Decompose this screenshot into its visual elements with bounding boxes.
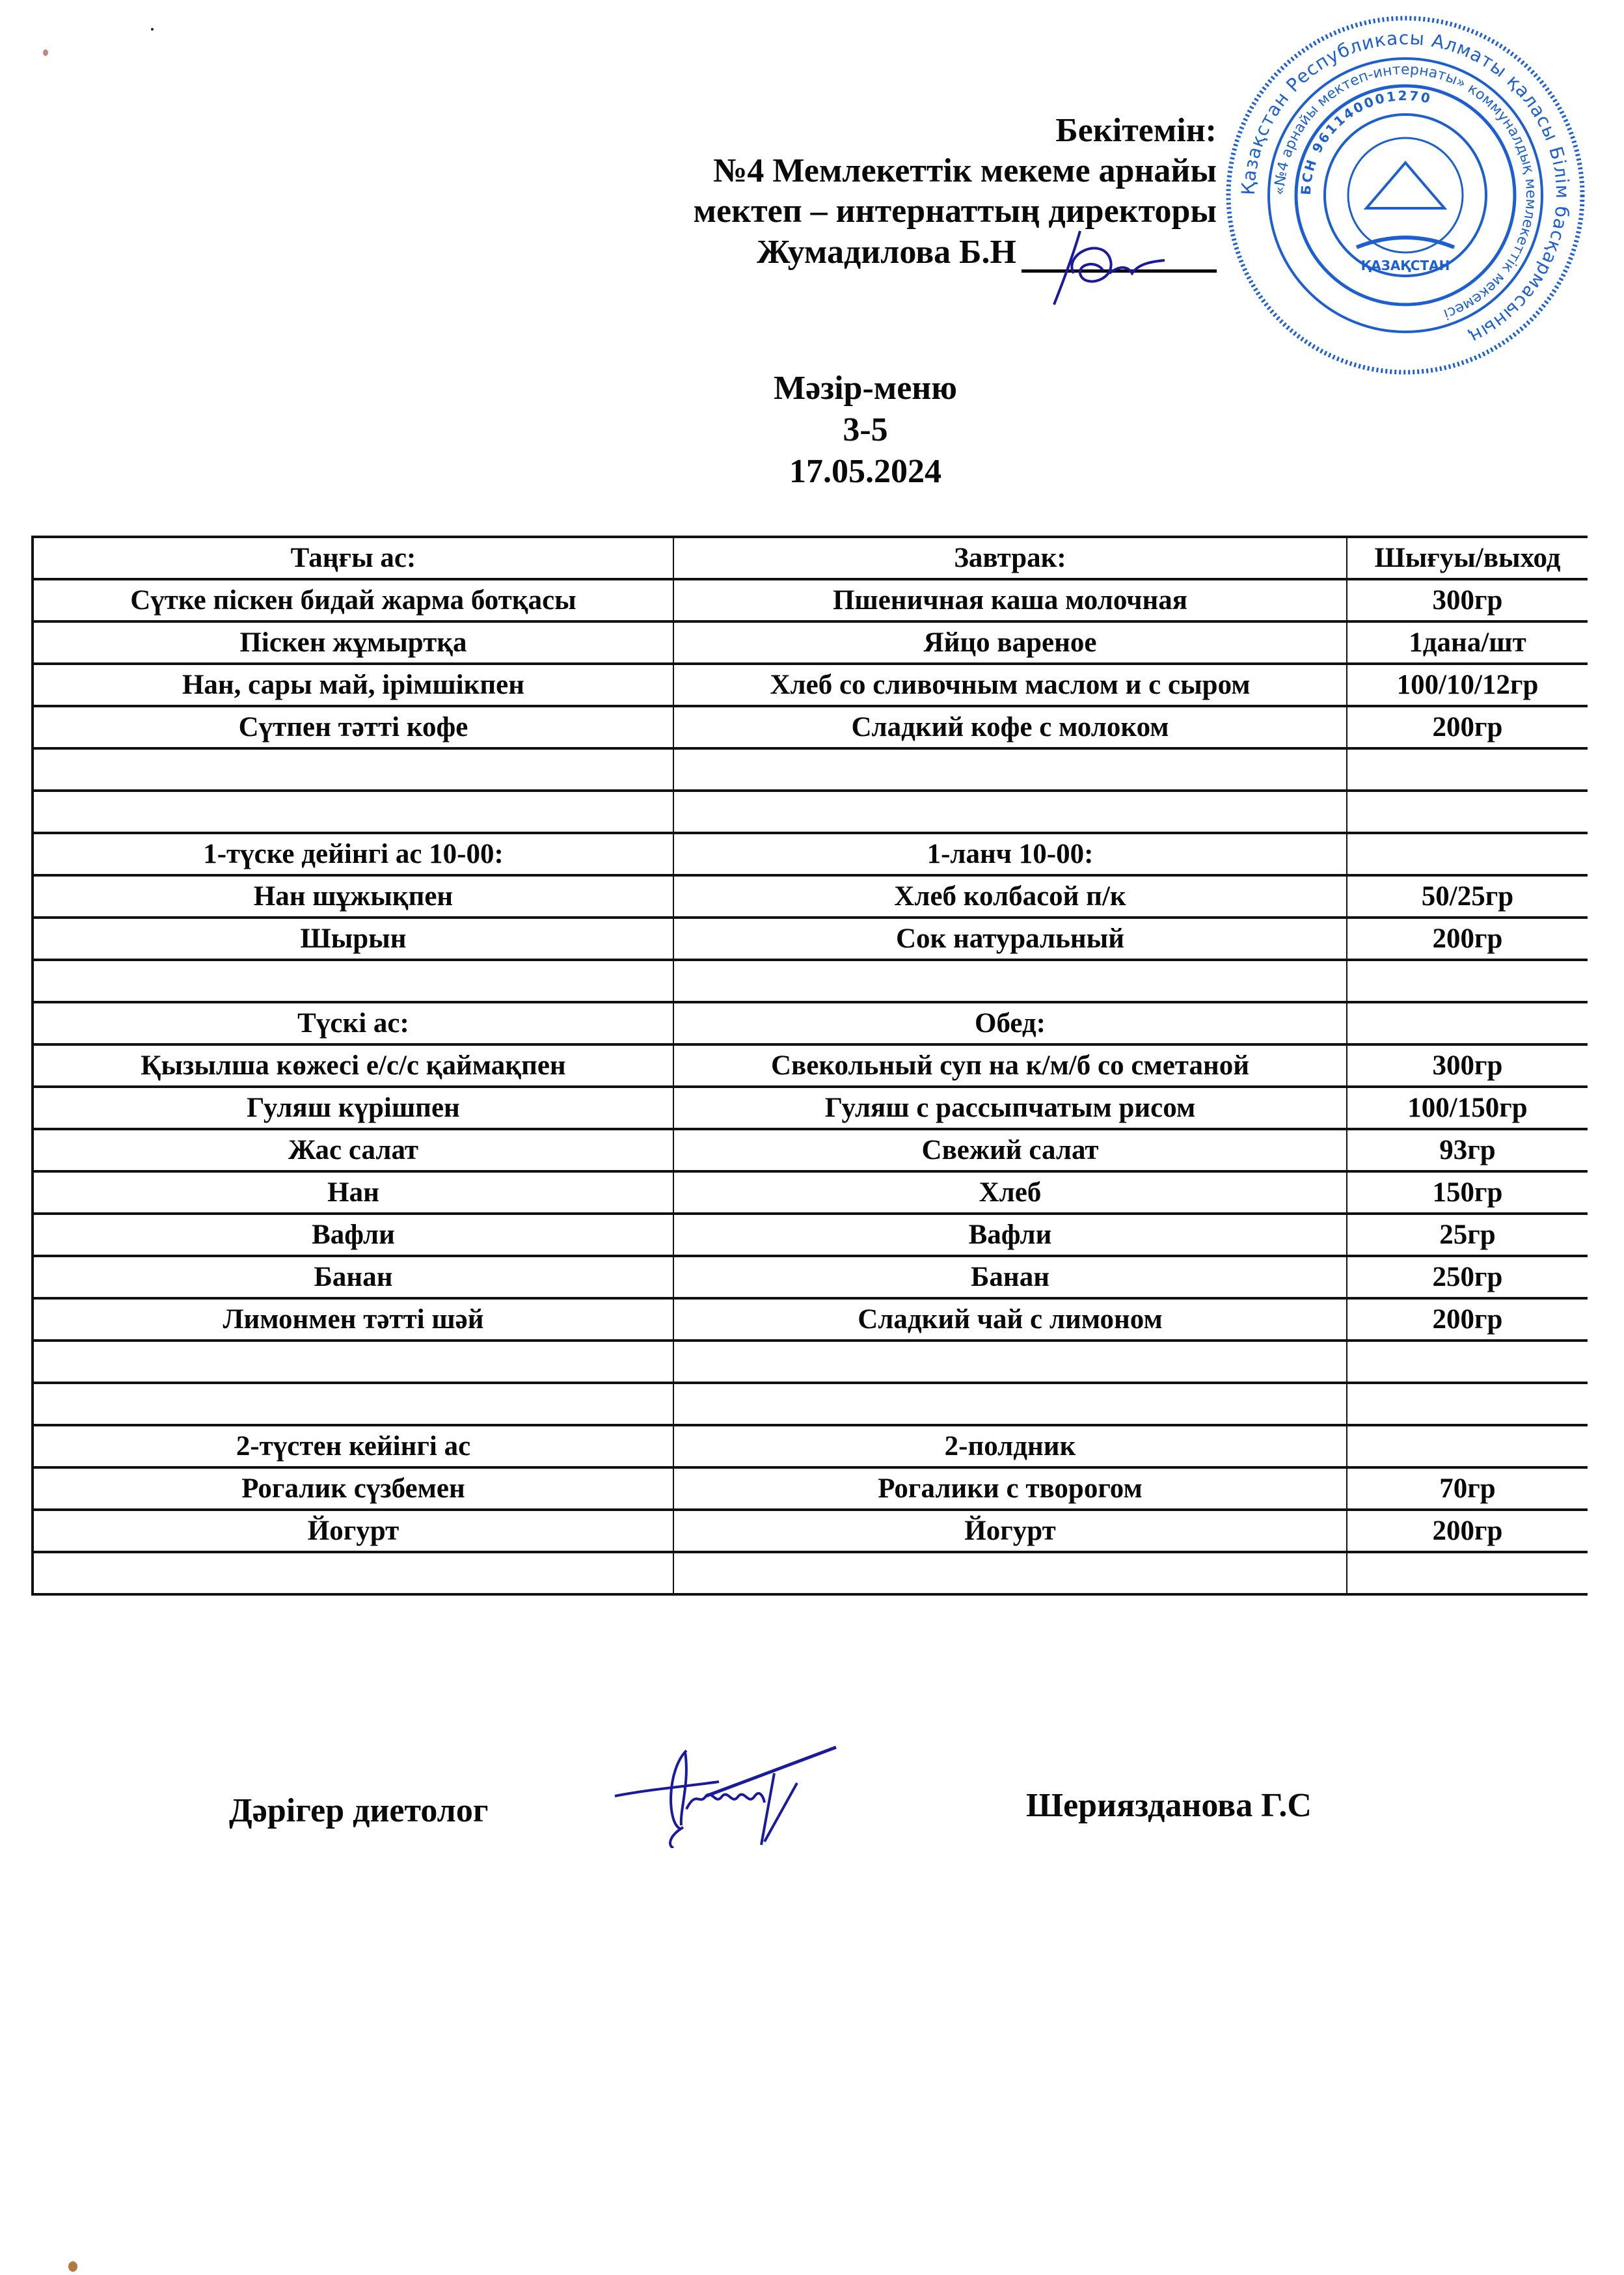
stamp-inner-text: «№4 арнайы мектеп-интернаты» коммуналдық мемлекеттік мекемесі (1271, 61, 1539, 322)
stamp-outer-text: Қазақстан Республикасы Алматы қаласы Білім басқармасының (1237, 27, 1574, 348)
official-stamp (1223, 13, 1588, 377)
kazakh-dish-cell (33, 1383, 673, 1425)
table-header-row (33, 537, 1588, 579)
kazakh-dish-cell (33, 791, 673, 833)
menu-table (31, 536, 1588, 1596)
dietitian-name: Шериязданова Г.С (1026, 1787, 1312, 1824)
portion-cell: 93гр (1347, 1129, 1588, 1171)
kazakh-dish-cell: Вафли (33, 1214, 673, 1256)
table-row (33, 1171, 1588, 1214)
kazakh-dish-cell: Нан (33, 1171, 673, 1214)
russian-dish-cell (673, 748, 1347, 791)
table-row (33, 1298, 1588, 1341)
menu-title (651, 368, 1080, 493)
table-row (33, 1467, 1588, 1510)
menu-date: 17.05.2024 (789, 453, 941, 490)
stamp-center-text: ҚАЗАҚСТАН (1360, 258, 1450, 273)
kazakh-dish-cell: Түскі ас: (33, 1002, 673, 1044)
kazakh-dish-cell: Сүтпен тәтті кофе (33, 706, 673, 748)
portion-cell: 200гр (1347, 918, 1588, 960)
kazakh-dish-cell: Йогурт (33, 1510, 673, 1552)
kazakh-dish-cell: Піскен жұмыртқа (33, 621, 673, 664)
table-row (33, 1552, 1588, 1594)
director-name: Жумадилова Б.Н (757, 234, 1016, 271)
russian-dish-cell (673, 960, 1347, 1002)
russian-dish-cell: Вафли (673, 1214, 1347, 1256)
table-row (33, 1510, 1588, 1552)
russian-dish-cell: Свекольный суп на к/м/б со сметаной (673, 1044, 1347, 1087)
kazakh-dish-cell: Лимонмен тәтті шәй (33, 1298, 673, 1341)
russian-dish-cell: Яйцо вареное (673, 621, 1347, 664)
russian-dish-cell: Хлеб колбасой п/к (673, 875, 1347, 918)
russian-dish-cell: Банан (673, 1256, 1347, 1298)
stamp-bin-text: БСН 961140001270 (1297, 87, 1434, 196)
russian-dish-cell: Гуляш с рассыпчатым рисом (673, 1087, 1347, 1129)
menu-heading: Мәзір-меню (774, 370, 957, 407)
russian-dish-cell: Хлеб со сливочным маслом и с сыром (673, 664, 1347, 706)
portion-cell: 250гр (1347, 1256, 1588, 1298)
table-row (33, 706, 1588, 748)
portion-cell (1347, 1002, 1588, 1044)
table-row (33, 748, 1588, 791)
age-group: 3-5 (843, 411, 888, 448)
table-row (33, 1425, 1588, 1467)
scan-speck (68, 2261, 77, 2272)
portion-cell: 200гр (1347, 1510, 1588, 1552)
portion-cell: 300гр (1347, 1044, 1588, 1087)
approval-position: мектеп – интернаттың директоры (693, 193, 1217, 230)
dietitian-role: Дәрігер диетолог (229, 1792, 489, 1829)
table-row (33, 664, 1588, 706)
portion-cell: 100/150гр (1347, 1087, 1588, 1129)
director-signature (1035, 228, 1184, 306)
russian-dish-cell: Хлеб (673, 1171, 1347, 1214)
dietitian-signature (608, 1744, 862, 1848)
russian-dish-cell (673, 1341, 1347, 1383)
table-row (33, 833, 1588, 875)
portion-cell: 100/10/12гр (1347, 664, 1588, 706)
kazakh-dish-cell: Сүтке піскен бидай жарма ботқасы (33, 579, 673, 621)
portion-cell (1347, 960, 1588, 1002)
portion-cell (1347, 1425, 1588, 1467)
russian-dish-cell: Йогурт (673, 1510, 1347, 1552)
portion-cell: 200гр (1347, 1298, 1588, 1341)
table-row (33, 1256, 1588, 1298)
table-row (33, 579, 1588, 621)
kazakh-dish-cell: Шырын (33, 918, 673, 960)
table-row (33, 960, 1588, 1002)
scan-speck (43, 49, 48, 56)
russian-dish-cell: Сладкий чай с лимоном (673, 1298, 1347, 1341)
portion-cell: 200гр (1347, 706, 1588, 748)
table-row (33, 1002, 1588, 1044)
russian-dish-cell (673, 1552, 1347, 1594)
portion-cell (1347, 1341, 1588, 1383)
russian-dish-cell (673, 791, 1347, 833)
russian-dish-cell: Завтрак: (673, 537, 1347, 579)
table-row (33, 1087, 1588, 1129)
kazakh-dish-cell (33, 748, 673, 791)
table-row (33, 1129, 1588, 1171)
kazakh-dish-cell (33, 1341, 673, 1383)
table-row (33, 621, 1588, 664)
table-row (33, 918, 1588, 960)
portion-cell: 50/25гр (1347, 875, 1588, 918)
table-row (33, 791, 1588, 833)
russian-dish-cell: Обед: (673, 1002, 1347, 1044)
portion-cell: 70гр (1347, 1467, 1588, 1510)
kazakh-dish-cell: 2-түстен кейінгі ас (33, 1425, 673, 1467)
approval-institution: №4 Мемлекеттік мекеме арнайы (713, 152, 1217, 189)
portion-cell: 150гр (1347, 1171, 1588, 1214)
kazakh-dish-cell: Рогалик сүзбемен (33, 1467, 673, 1510)
portion-cell (1347, 791, 1588, 833)
kazakh-dish-cell: Нан шұжықпен (33, 875, 673, 918)
kazakh-dish-cell: Нан, сары май, ірімшікпен (33, 664, 673, 706)
russian-dish-cell: Рогалики с творогом (673, 1467, 1347, 1510)
portion-cell: Шығуы/выход (1347, 537, 1588, 579)
russian-dish-cell: Пшеничная каша молочная (673, 579, 1347, 621)
table-row (33, 1214, 1588, 1256)
kazakh-dish-cell: Гуляш күрішпен (33, 1087, 673, 1129)
table-row (33, 875, 1588, 918)
kazakh-dish-cell: Банан (33, 1256, 673, 1298)
kazakh-dish-cell: Қызылша көжесі е/с/с қаймақпен (33, 1044, 673, 1087)
russian-dish-cell: Свежий салат (673, 1129, 1347, 1171)
portion-cell (1347, 1552, 1588, 1594)
table-row (33, 1341, 1588, 1383)
kazakh-dish-cell: Таңғы ас: (33, 537, 673, 579)
kazakh-dish-cell: Жас салат (33, 1129, 673, 1171)
russian-dish-cell: Сладкий кофе с молоком (673, 706, 1347, 748)
russian-dish-cell: 2-полдник (673, 1425, 1347, 1467)
portion-cell (1347, 1383, 1588, 1425)
portion-cell (1347, 748, 1588, 791)
portion-cell: 1дана/шт (1347, 621, 1588, 664)
russian-dish-cell: Сок натуральный (673, 918, 1347, 960)
table-row (33, 1044, 1588, 1087)
portion-cell (1347, 833, 1588, 875)
approval-heading: Бекітемін: (1055, 112, 1217, 149)
table-row (33, 1383, 1588, 1425)
portion-cell: 25гр (1347, 1214, 1588, 1256)
scan-speck (151, 28, 154, 31)
kazakh-dish-cell (33, 960, 673, 1002)
russian-dish-cell (673, 1383, 1347, 1425)
kazakh-dish-cell: 1-түске дейінгі ас 10-00: (33, 833, 673, 875)
portion-cell: 300гр (1347, 579, 1588, 621)
kazakh-dish-cell (33, 1552, 673, 1594)
russian-dish-cell: 1-ланч 10-00: (673, 833, 1347, 875)
